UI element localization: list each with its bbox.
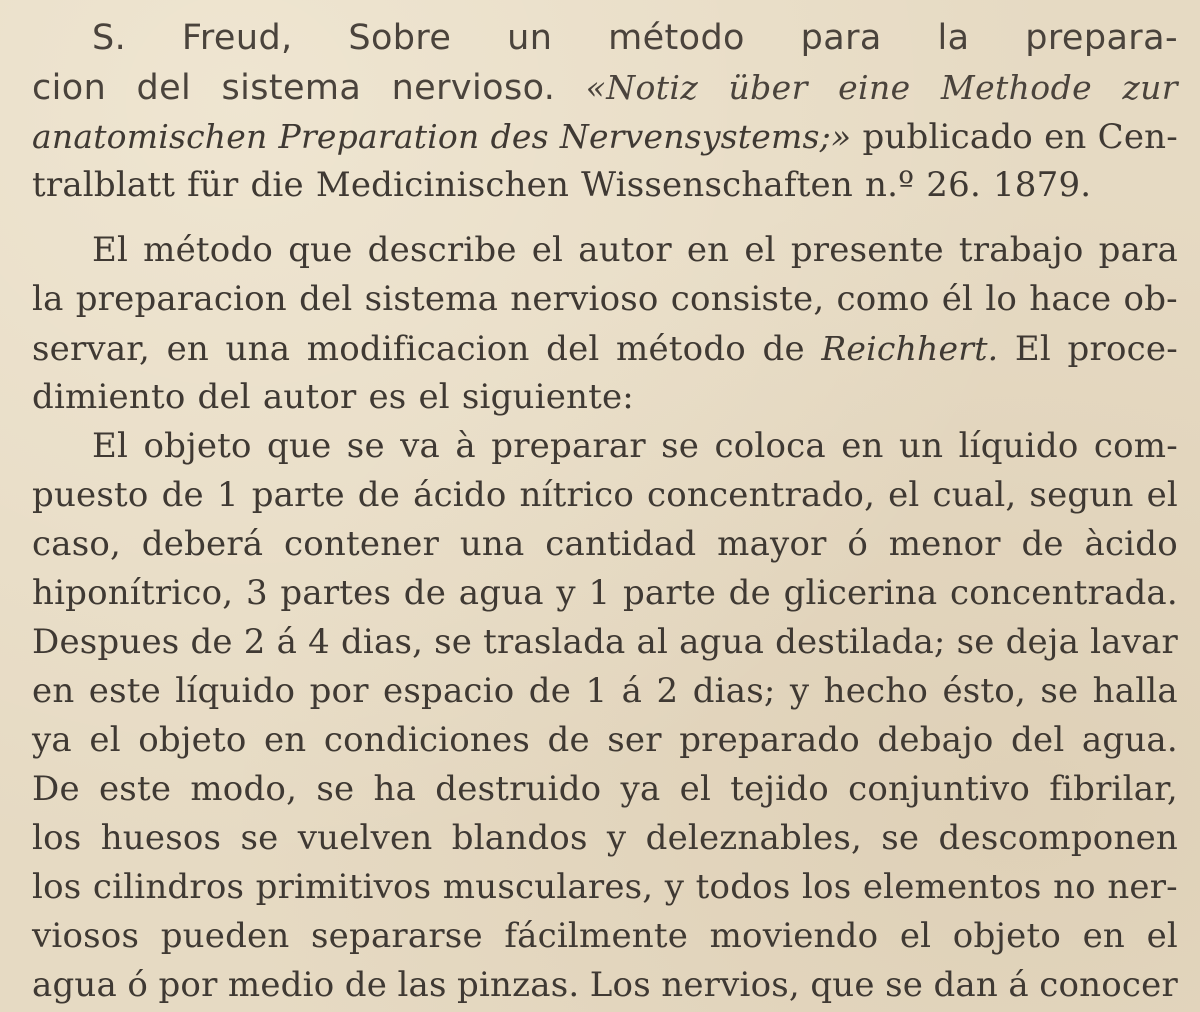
text-line (32, 716, 1178, 765)
text-line (32, 863, 1178, 912)
word: como (836, 279, 930, 319)
word: blandos (451, 818, 588, 858)
word: nítrico (519, 475, 634, 515)
word: elementos (862, 867, 1042, 907)
word: por (309, 671, 369, 711)
word: destruido (435, 769, 602, 809)
word: debajo (877, 720, 994, 760)
word: dias; (692, 671, 776, 711)
word: se (316, 769, 355, 809)
word: una (225, 329, 291, 369)
word: agua (679, 622, 765, 662)
word: trabajo (958, 230, 1084, 270)
word: de (357, 475, 401, 515)
text-line (32, 422, 1178, 471)
word: pueden (160, 916, 290, 956)
word: para (800, 18, 882, 58)
word: que (267, 426, 332, 466)
word: siguiente: (461, 377, 634, 417)
word: parte (251, 475, 345, 515)
word: 1879. (992, 165, 1092, 205)
word: se (885, 965, 924, 1005)
word: pinzas. (457, 965, 580, 1005)
word: la (937, 18, 970, 58)
word: über (728, 68, 808, 107)
word: preparacion (75, 279, 287, 319)
word: en (263, 720, 307, 760)
text-line (32, 814, 1178, 863)
word: los (32, 867, 82, 907)
word: de (190, 622, 233, 662)
word: el (899, 916, 932, 956)
word: describe (367, 230, 517, 270)
word: sistema (221, 68, 362, 108)
word: prepara- (1025, 18, 1178, 58)
word: viosos (32, 916, 140, 956)
word: concentrado, (647, 475, 876, 515)
word: el (888, 475, 920, 515)
word: ó (127, 965, 149, 1005)
word: dimiento (32, 377, 186, 417)
word: dan (933, 965, 998, 1005)
word: la (32, 279, 64, 319)
word: este (88, 671, 161, 711)
word: Reichhert. (821, 329, 999, 368)
word: hiponítrico, (32, 573, 234, 613)
word: «Notiz (585, 68, 699, 107)
word: Despues (32, 622, 180, 662)
word: n.º (864, 165, 915, 205)
word: Los (589, 965, 651, 1005)
word: se (346, 426, 385, 466)
word: vuelven (297, 818, 433, 858)
text-line (32, 373, 1178, 422)
word: se (881, 818, 920, 858)
word: el (89, 720, 121, 760)
word: contener (284, 524, 440, 564)
word: halla (1092, 671, 1178, 711)
word: de (547, 720, 590, 760)
text-line (32, 275, 1178, 324)
word: objeto (143, 426, 252, 466)
word: lavar (1090, 622, 1178, 662)
word: concentrada. (950, 573, 1178, 613)
word: condiciones (323, 720, 530, 760)
word: hace (1029, 279, 1112, 319)
word: de (728, 573, 771, 613)
word: el (531, 230, 564, 270)
word: deberá (141, 524, 264, 564)
word: sistema (364, 279, 499, 319)
word: se (240, 818, 279, 858)
word: de (403, 573, 447, 613)
word: en (841, 426, 884, 466)
word: y (556, 573, 576, 613)
word: separarse (311, 916, 483, 956)
text-line (32, 912, 1178, 961)
word: huesos (100, 818, 222, 858)
word: agua (458, 573, 544, 613)
word: Wissenschaften (581, 165, 853, 205)
word: se (661, 426, 700, 466)
text-line (32, 226, 1178, 275)
word: de (161, 475, 204, 515)
word: El (92, 426, 129, 466)
text-line (32, 112, 1178, 161)
word: ha (373, 769, 417, 809)
word: 1 (585, 671, 608, 711)
word: en (32, 671, 75, 711)
word: publicado (862, 117, 1033, 157)
word: Preparation (278, 117, 480, 156)
word: todos (695, 867, 791, 907)
word: deja (1005, 622, 1080, 662)
word: y (606, 818, 627, 858)
word: presente (790, 230, 944, 270)
word: 3 (245, 573, 268, 613)
word: del (136, 68, 192, 108)
word: musculares, (442, 867, 654, 907)
word: del (197, 377, 251, 417)
word: una (459, 524, 525, 564)
word: cantidad (545, 524, 697, 564)
word: fibrilar, (1049, 769, 1178, 809)
word: ser (607, 720, 662, 760)
word: al (636, 622, 669, 662)
word: preparar (491, 426, 646, 466)
word: fácilmente (504, 916, 689, 956)
paragraph-gap (32, 210, 1178, 226)
word: nervioso. (391, 68, 556, 108)
word: los (32, 818, 82, 858)
word: dias, (340, 622, 424, 662)
word: coloca (714, 426, 826, 466)
word: 26. (926, 165, 981, 205)
word: com- (1093, 426, 1178, 466)
word: de (762, 329, 805, 369)
word: espacio (383, 671, 515, 711)
word: en (1082, 916, 1126, 956)
word: se (1040, 671, 1079, 711)
word: á (621, 671, 643, 711)
word: cual, (932, 475, 1017, 515)
word: conjuntivo (848, 769, 1031, 809)
word: De (32, 769, 80, 809)
word: tralblatt (32, 165, 176, 205)
word: lo (985, 279, 1018, 319)
word: primitivos (255, 867, 432, 907)
word: partes (280, 573, 392, 613)
word: 4 (308, 622, 330, 662)
word: modo, (190, 769, 298, 809)
text-line (32, 667, 1178, 716)
word: moviendo (709, 916, 879, 956)
word: del (546, 329, 600, 369)
word: modificacion (306, 329, 530, 369)
word: ya (620, 769, 661, 809)
word: á (276, 622, 298, 662)
word: él (941, 279, 974, 319)
word: parte (622, 573, 717, 613)
word: no (1053, 867, 1096, 907)
word: el (744, 230, 776, 270)
word: el (418, 377, 450, 417)
word: agua (32, 965, 118, 1005)
word: en (1044, 117, 1087, 157)
word: líquido (175, 671, 296, 711)
word: de (1021, 524, 1064, 564)
word: ob- (1123, 279, 1178, 319)
word: del (299, 279, 353, 319)
text-line (32, 161, 1178, 210)
word: Freud, (181, 18, 293, 58)
word: 2 (656, 671, 679, 711)
text-line (32, 471, 1178, 520)
word: líquido (958, 426, 1079, 466)
word: agua. (1081, 720, 1178, 760)
word: se (956, 622, 995, 662)
word: es (368, 377, 407, 417)
word: objeto (952, 916, 1062, 956)
word: que (288, 230, 353, 270)
word: método (608, 18, 745, 58)
word: en (686, 230, 730, 270)
word: segun (1029, 475, 1134, 515)
word: die (250, 165, 304, 205)
word: del (1011, 720, 1065, 760)
word: descomponen (938, 818, 1178, 858)
word: ésto, (942, 671, 1026, 711)
word: se (434, 622, 473, 662)
word: 1 (588, 573, 611, 613)
word: destilada; (775, 622, 946, 662)
word: eine (838, 68, 911, 107)
word: à (455, 426, 476, 466)
word: las (397, 965, 447, 1005)
word: menor (888, 524, 1001, 564)
word: des (490, 117, 549, 156)
word: glicerina (783, 573, 938, 613)
word: consiste, (670, 279, 825, 319)
word: medio (227, 965, 335, 1005)
word: y (789, 671, 810, 711)
word: Nervensystems;» (559, 117, 852, 156)
word: este (98, 769, 172, 809)
word: en (166, 329, 209, 369)
word: ya (32, 720, 72, 760)
word: objeto (138, 720, 247, 760)
word: por (158, 965, 218, 1005)
text-line (32, 63, 1178, 112)
word: El (1014, 329, 1051, 369)
word: un (899, 426, 944, 466)
word: para (1098, 230, 1178, 270)
word: un (507, 18, 553, 58)
word: cilindros (92, 867, 245, 907)
word: ácido (413, 475, 507, 515)
word: de (344, 965, 388, 1005)
word: el (1146, 916, 1178, 956)
text-line (32, 618, 1178, 667)
word: autor (262, 377, 357, 417)
text-line (32, 520, 1178, 569)
word: 1 (216, 475, 239, 515)
word: mayor (717, 524, 827, 564)
word: 2 (243, 622, 266, 662)
word: zur (1122, 68, 1178, 107)
article-text (32, 14, 1178, 1010)
word: conocer (1039, 965, 1178, 1005)
word: Medicinischen (315, 165, 570, 205)
word: ó (847, 524, 868, 564)
word: Methode (940, 68, 1093, 107)
word: für (187, 165, 239, 205)
word: nervios, (661, 965, 800, 1005)
word: y (664, 867, 685, 907)
text-line (32, 14, 1178, 63)
word: cion (32, 68, 107, 108)
word: puesto (32, 475, 149, 515)
text-line (32, 765, 1178, 814)
word: El (92, 230, 129, 270)
word: método (616, 329, 746, 369)
word: caso, (32, 524, 122, 564)
word: àcido (1084, 524, 1178, 564)
text-line (32, 961, 1178, 1010)
word: autor (578, 230, 672, 270)
word: servar, (32, 329, 151, 369)
word: anatomischen (32, 117, 268, 156)
text-line (32, 569, 1178, 618)
word: proce- (1067, 329, 1178, 369)
word: traslada (483, 622, 626, 662)
word: el (679, 769, 712, 809)
word: va (400, 426, 441, 466)
word: tejido (730, 769, 829, 809)
word: preparado (679, 720, 860, 760)
word: el (1146, 475, 1178, 515)
word: Sobre (348, 18, 452, 58)
word: de (528, 671, 572, 711)
word: á (1008, 965, 1029, 1005)
word: que (810, 965, 875, 1005)
text-line (32, 324, 1178, 373)
word: ner- (1107, 867, 1178, 907)
word: nervioso (510, 279, 659, 319)
word: método (143, 230, 274, 270)
word: S. (92, 18, 127, 58)
word: los (801, 867, 852, 907)
word: deleznables, (645, 818, 862, 858)
word: hecho (823, 671, 929, 711)
word: Cen- (1097, 117, 1178, 157)
